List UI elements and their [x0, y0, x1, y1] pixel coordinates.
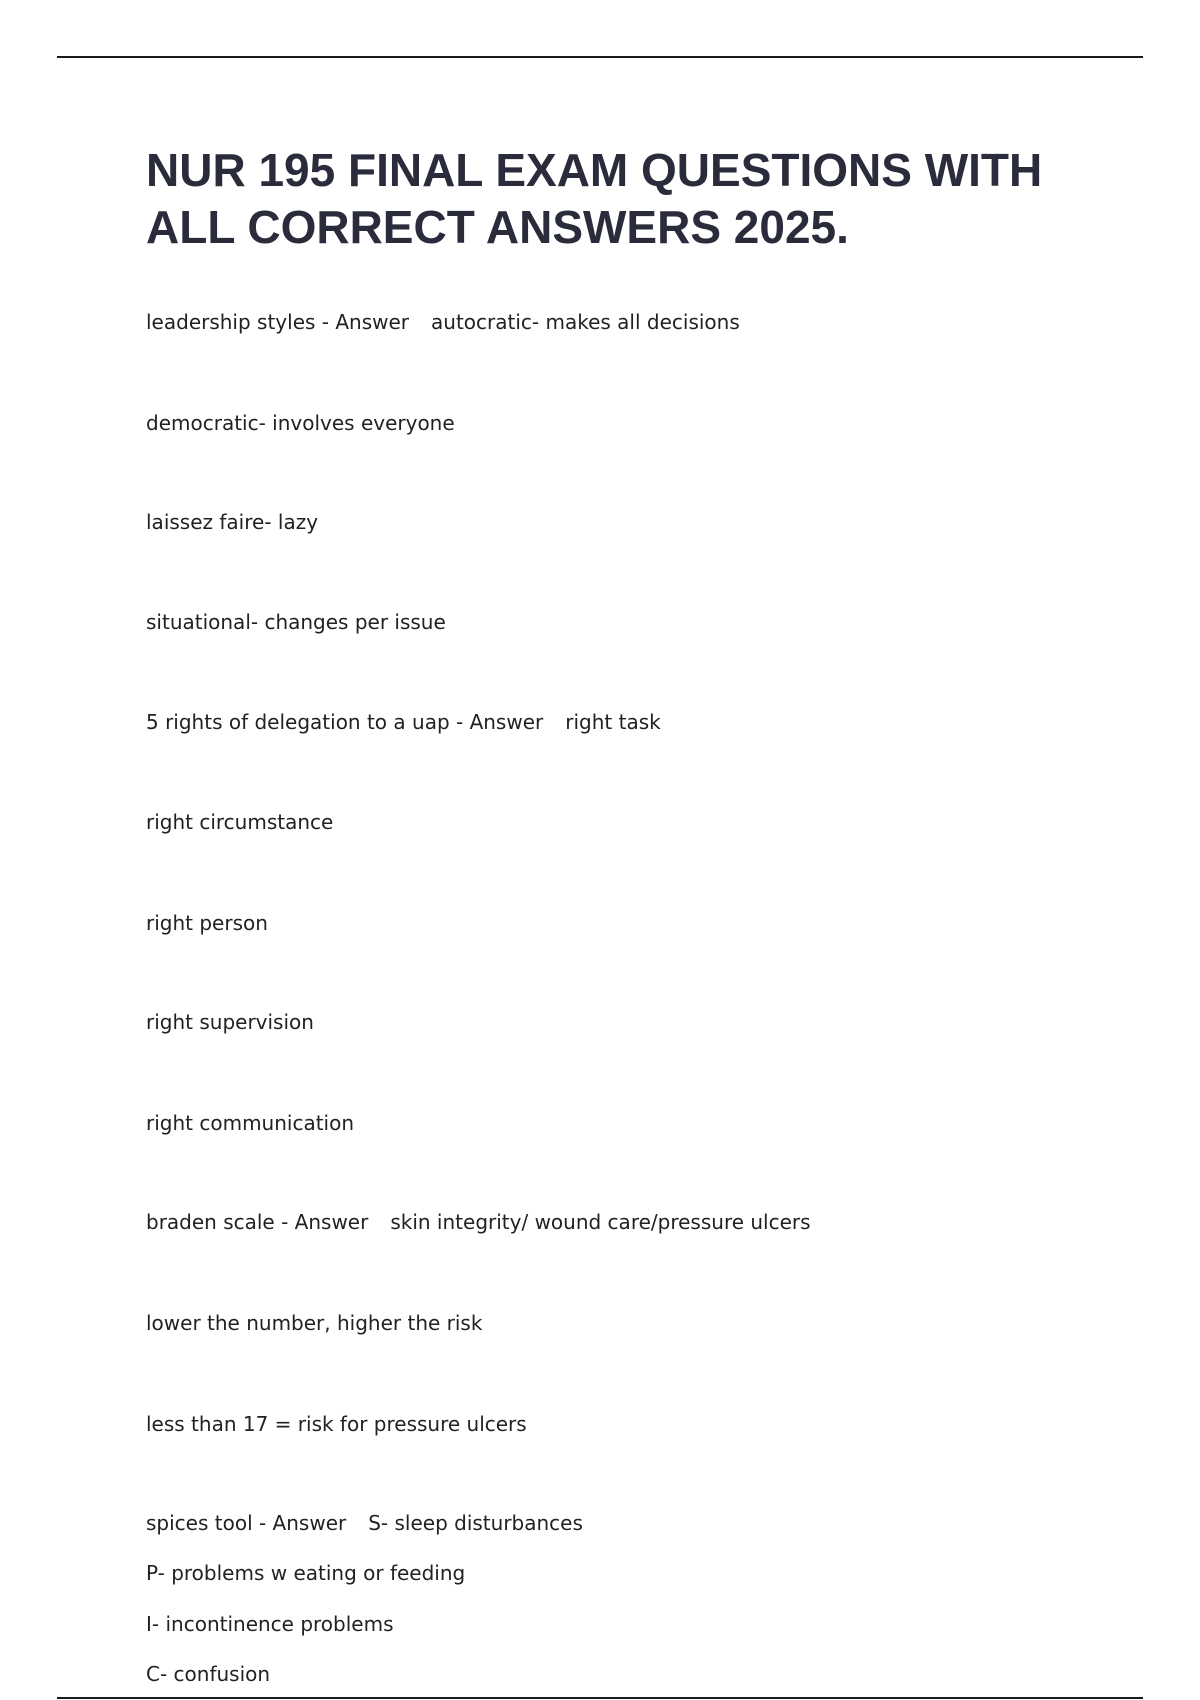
- question-text: braden scale - Answer: [146, 1210, 369, 1234]
- answer-line: right circumstance: [146, 810, 334, 834]
- qa-line: [146, 709, 661, 735]
- answer-line: democratic- involves everyone: [146, 411, 455, 435]
- answer-line: situational- changes per issue: [146, 610, 446, 634]
- answer-text: skin integrity/ wound care/pressure ulcers: [390, 1210, 811, 1234]
- answer-line: C- confusion: [146, 1662, 271, 1686]
- qa-line: [146, 1510, 583, 1536]
- answer-line: right person: [146, 911, 268, 935]
- question-text: 5 rights of delegation to a uap - Answer: [146, 710, 544, 734]
- document-title: NUR 195 FINAL EXAM QUESTIONS WITH ALL CORRECT ANSWERS 2025.: [146, 144, 1043, 253]
- answer-line: less than 17 = risk for pressure ulcers: [146, 1412, 527, 1436]
- qa-line: [146, 1209, 811, 1235]
- answer-line: lower the number, higher the risk: [146, 1311, 483, 1335]
- question-text: leadership styles - Answer: [146, 310, 410, 334]
- question-text: spices tool - Answer: [146, 1511, 347, 1535]
- answer-line: laissez faire- lazy: [146, 510, 319, 534]
- answer-line: right communication: [146, 1111, 355, 1135]
- answer-line: I- incontinence problems: [146, 1612, 394, 1636]
- answer-text: S- sleep disturbances: [368, 1511, 583, 1535]
- answer-line: P- problems w eating or feeding: [146, 1561, 466, 1585]
- qa-line: [146, 309, 740, 335]
- footer-rule: [57, 1697, 1143, 1699]
- header-rule: [57, 56, 1143, 58]
- answer-text: right task: [565, 710, 661, 734]
- answer-text: autocratic- makes all decisions: [431, 310, 740, 334]
- answer-line: right supervision: [146, 1010, 314, 1034]
